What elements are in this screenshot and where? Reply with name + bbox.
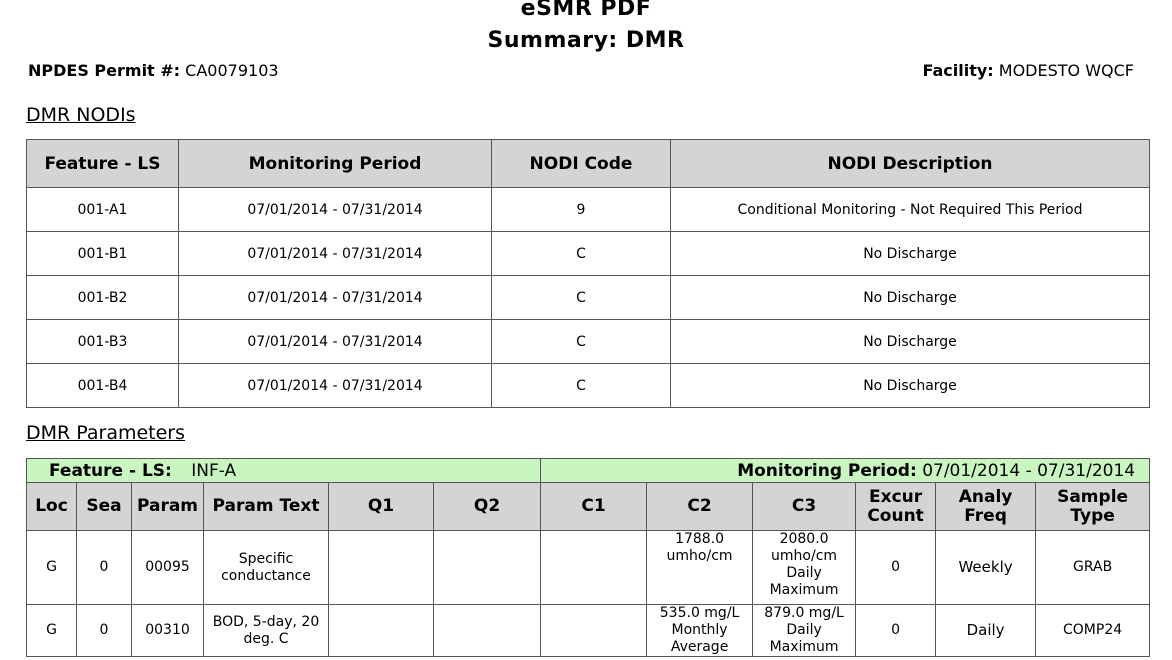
nodi-table bbox=[26, 139, 1150, 408]
nodi-period: 07/01/2014 - 07/31/2014 bbox=[179, 364, 492, 408]
nodi-code: C bbox=[492, 320, 671, 364]
col-c3: C3 bbox=[753, 483, 856, 531]
nodi-header-row bbox=[27, 140, 1150, 188]
sample-type-cell: COMP24 bbox=[1036, 605, 1150, 657]
nodi-col-period: Monitoring Period bbox=[179, 140, 492, 188]
param-cell: 00095 bbox=[132, 531, 204, 605]
q1-cell bbox=[329, 531, 434, 605]
nodi-period: 07/01/2014 - 07/31/2014 bbox=[179, 276, 492, 320]
nodi-feature: 001-B1 bbox=[27, 232, 179, 276]
facility-value: MODESTO WQCF bbox=[998, 61, 1134, 80]
feature-cell bbox=[27, 459, 541, 483]
c1-cell bbox=[541, 605, 647, 657]
document-title: eSMR PDF bbox=[520, 0, 652, 21]
param-text-cell: BOD, 5-day, 20 deg. C bbox=[204, 605, 329, 657]
permit-info bbox=[28, 61, 279, 80]
excur-count-cell: 0 bbox=[856, 605, 936, 657]
analy-freq-cell: Daily bbox=[936, 605, 1036, 657]
table-row bbox=[27, 605, 1150, 657]
q2-cell bbox=[434, 605, 541, 657]
col-param-text: Param Text bbox=[204, 483, 329, 531]
col-sea: Sea bbox=[77, 483, 132, 531]
nodi-period: 07/01/2014 - 07/31/2014 bbox=[179, 188, 492, 232]
sea-cell: 0 bbox=[77, 531, 132, 605]
col-sample-type: Sample Type bbox=[1036, 483, 1150, 531]
excur-count-cell: 0 bbox=[856, 531, 936, 605]
nodi-feature: 001-A1 bbox=[27, 188, 179, 232]
table-row bbox=[27, 531, 1150, 605]
params-section-title: DMR Parameters bbox=[26, 422, 186, 444]
period-value: 07/01/2014 - 07/31/2014 bbox=[922, 460, 1136, 481]
table-row bbox=[27, 232, 1150, 276]
c3-cell: 2080.0 umho/cm Daily Maximum bbox=[753, 531, 856, 605]
nodi-col-description: NODI Description bbox=[671, 140, 1150, 188]
sample-type-cell: GRAB bbox=[1036, 531, 1150, 605]
col-q2: Q2 bbox=[434, 483, 541, 531]
param-text-cell: Specific conductance bbox=[204, 531, 329, 605]
params-table bbox=[26, 458, 1150, 657]
nodi-col-feature: Feature - LS bbox=[27, 140, 179, 188]
nodi-description: Conditional Monitoring - Not Required This Period bbox=[671, 188, 1150, 232]
q1-cell bbox=[329, 605, 434, 657]
col-c2: C2 bbox=[647, 483, 753, 531]
feature-value: INF-A bbox=[191, 460, 237, 481]
document-subtitle: Summary: DMR bbox=[487, 28, 685, 53]
col-analy-freq: Analy Freq bbox=[936, 483, 1036, 531]
nodi-description: No Discharge bbox=[671, 276, 1150, 320]
col-loc: Loc bbox=[27, 483, 77, 531]
loc-cell: G bbox=[27, 531, 77, 605]
feature-label: Feature - LS: bbox=[49, 460, 172, 481]
param-cell: 00310 bbox=[132, 605, 204, 657]
sea-cell: 0 bbox=[77, 605, 132, 657]
analy-freq-cell: Weekly bbox=[936, 531, 1036, 605]
nodi-feature: 001-B3 bbox=[27, 320, 179, 364]
permit-label: NPDES Permit #: bbox=[28, 61, 181, 80]
col-param: Param bbox=[132, 483, 204, 531]
nodi-code: 9 bbox=[492, 188, 671, 232]
nodi-period: 07/01/2014 - 07/31/2014 bbox=[179, 232, 492, 276]
period-label: Monitoring Period: bbox=[737, 460, 917, 481]
feature-header-row bbox=[27, 459, 1150, 483]
col-q1: Q1 bbox=[329, 483, 434, 531]
nodi-code: C bbox=[492, 232, 671, 276]
q2-cell bbox=[434, 531, 541, 605]
permit-value: CA0079103 bbox=[185, 61, 279, 80]
table-row bbox=[27, 276, 1150, 320]
table-row bbox=[27, 188, 1150, 232]
c3-cell: 879.0 mg/L Daily Maximum bbox=[753, 605, 856, 657]
loc-cell: G bbox=[27, 605, 77, 657]
c2-cell: 1788.0 umho/cm bbox=[647, 531, 753, 605]
c2-cell: 535.0 mg/L Monthly Average bbox=[647, 605, 753, 657]
facility-info bbox=[922, 61, 1134, 80]
period-cell bbox=[541, 459, 1150, 483]
c1-cell bbox=[541, 531, 647, 605]
nodi-description: No Discharge bbox=[671, 320, 1150, 364]
nodi-feature: 001-B2 bbox=[27, 276, 179, 320]
nodi-feature: 001-B4 bbox=[27, 364, 179, 408]
col-c1: C1 bbox=[541, 483, 647, 531]
nodi-description: No Discharge bbox=[671, 364, 1150, 408]
nodi-code: C bbox=[492, 276, 671, 320]
params-header-row bbox=[27, 483, 1150, 531]
nodi-code: C bbox=[492, 364, 671, 408]
facility-label: Facility: bbox=[922, 61, 994, 80]
table-row bbox=[27, 364, 1150, 408]
nodi-period: 07/01/2014 - 07/31/2014 bbox=[179, 320, 492, 364]
table-row bbox=[27, 320, 1150, 364]
nodi-description: No Discharge bbox=[671, 232, 1150, 276]
nodi-col-code: NODI Code bbox=[492, 140, 671, 188]
col-excur-count: Excur Count bbox=[856, 483, 936, 531]
nodi-section-title: DMR NODIs bbox=[26, 104, 136, 126]
